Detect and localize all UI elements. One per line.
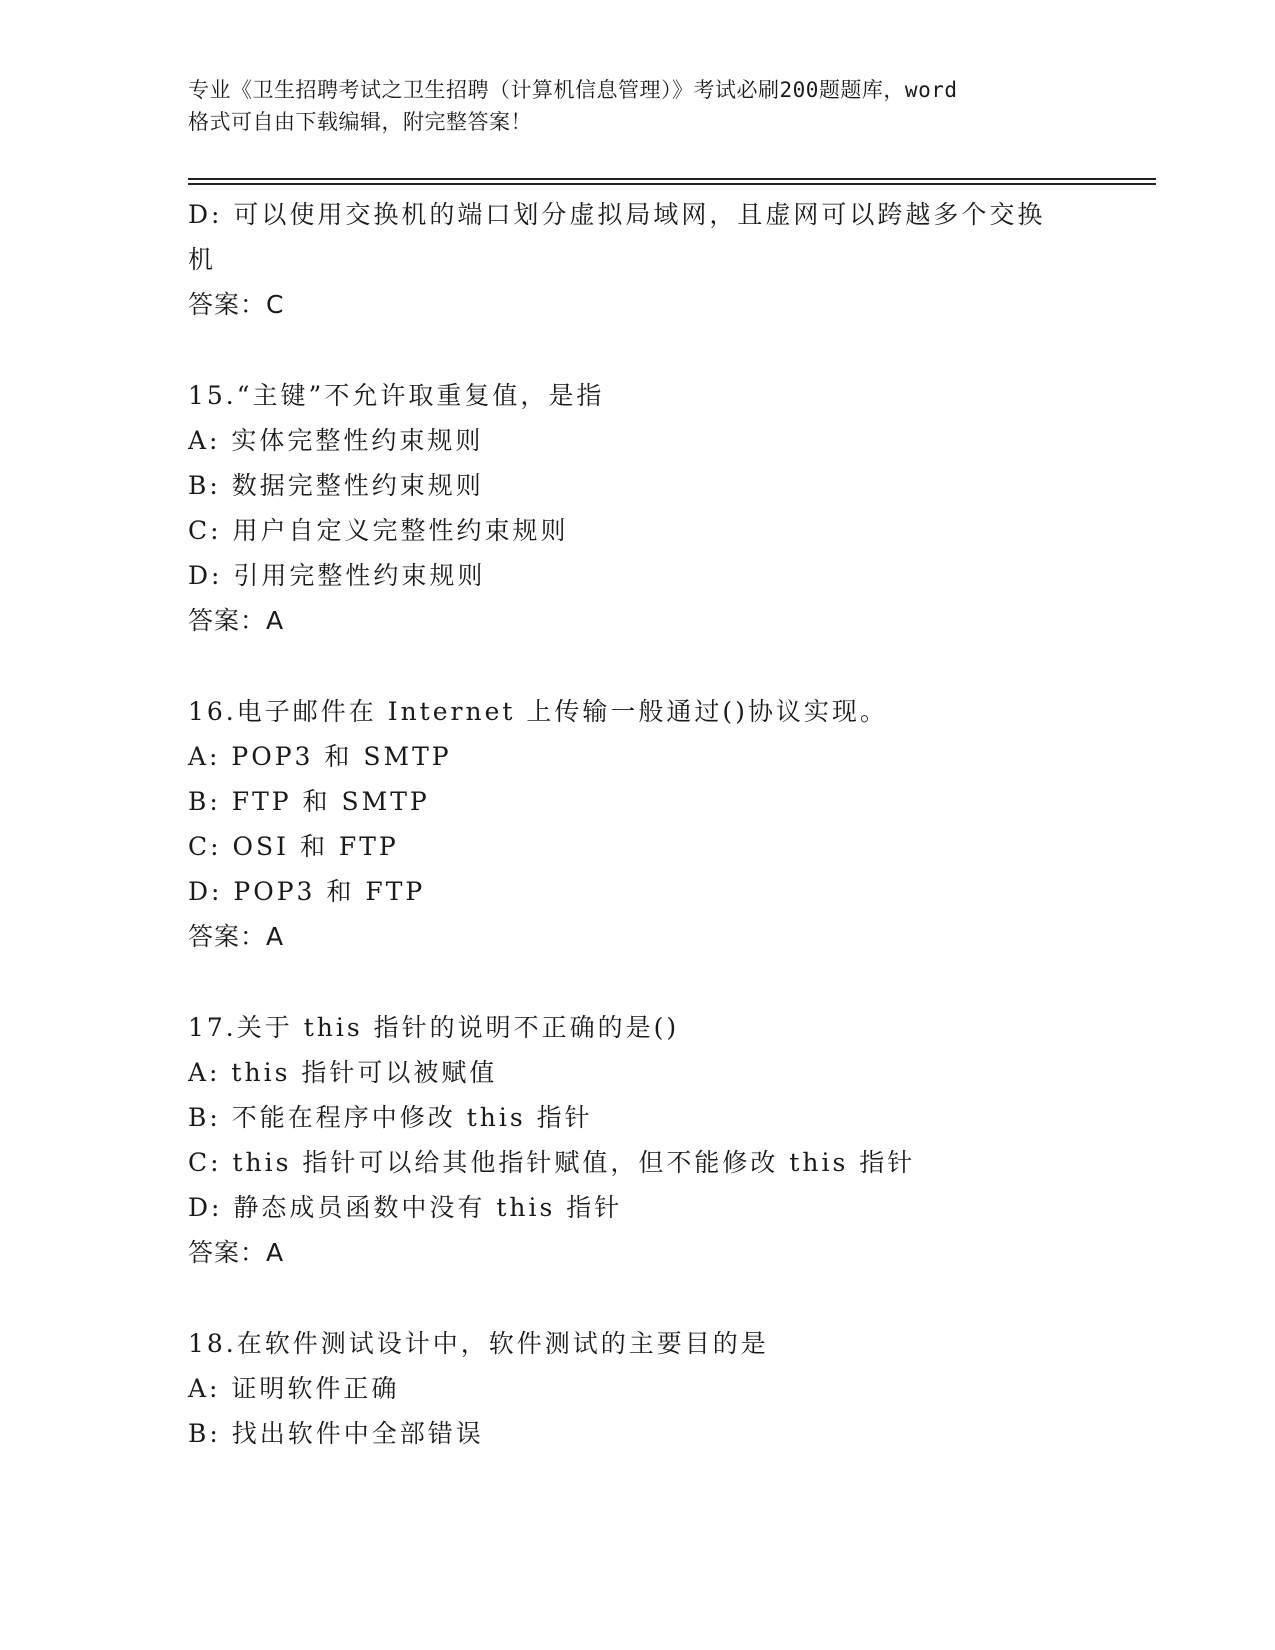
question-15 [188,373,1088,643]
option-b: B: 不能在程序中修改 this 指针 [188,1103,593,1132]
question-stem: 15.“主键”不允许取重复值，是指 [188,381,605,410]
header-divider-top [188,178,1156,180]
option-b: B: FTP 和 SMTP [188,787,430,816]
spacer [188,959,1088,1005]
document-header [188,74,1088,138]
previous-question-tail [188,192,1088,327]
option-d: D: 静态成员函数中没有 this 指针 [188,1193,623,1222]
spacer [188,327,1088,373]
question-stem: 16.电子邮件在 Internet 上传输一般通过()协议实现。 [188,697,888,726]
option-a: A: 证明软件正确 [188,1374,400,1403]
question-18 [188,1321,1088,1456]
option-d: D: POP3 和 FTP [188,877,426,906]
option-d: D: 引用完整性约束规则 [188,561,486,590]
answer-line: 答案：C [188,290,285,319]
header-line-2: 格式可自由下载编辑，附完整答案！ [188,110,532,134]
spacer [188,1275,1088,1321]
question-17 [188,1005,1088,1275]
option-c: C: 用户自定义完整性约束规则 [188,516,569,545]
header-line-1: 专业《卫生招聘考试之卫生招聘（计算机信息管理）》考试必刷200题题库，word [188,78,958,102]
option-b: B: 数据完整性约束规则 [188,471,484,500]
answer-line: 答案：A [188,922,285,951]
answer-line: 答案：A [188,1238,285,1267]
spacer [188,643,1088,689]
option-a: A: 实体完整性约束规则 [188,426,484,455]
option-c: C: this 指针可以给其他指针赋值，但不能修改 this 指针 [188,1148,916,1177]
option-d: D: 可以使用交换机的端口划分虚拟局域网，且虚网可以跨越多个交换 [188,200,1046,229]
option-d-continued: 机 [188,245,217,274]
question-stem: 18.在软件测试设计中，软件测试的主要目的是 [188,1329,769,1358]
option-c: C: OSI 和 FTP [188,832,399,861]
question-16 [188,689,1088,959]
question-stem: 17.关于 this 指针的说明不正确的是() [188,1013,680,1042]
question-content [188,192,1088,1456]
header-divider-bottom [188,183,1156,185]
option-a: A: this 指针可以被赋值 [188,1058,498,1087]
option-a: A: POP3 和 SMTP [188,742,452,771]
answer-line: 答案：A [188,606,285,635]
option-b: B: 找出软件中全部错误 [188,1419,484,1448]
